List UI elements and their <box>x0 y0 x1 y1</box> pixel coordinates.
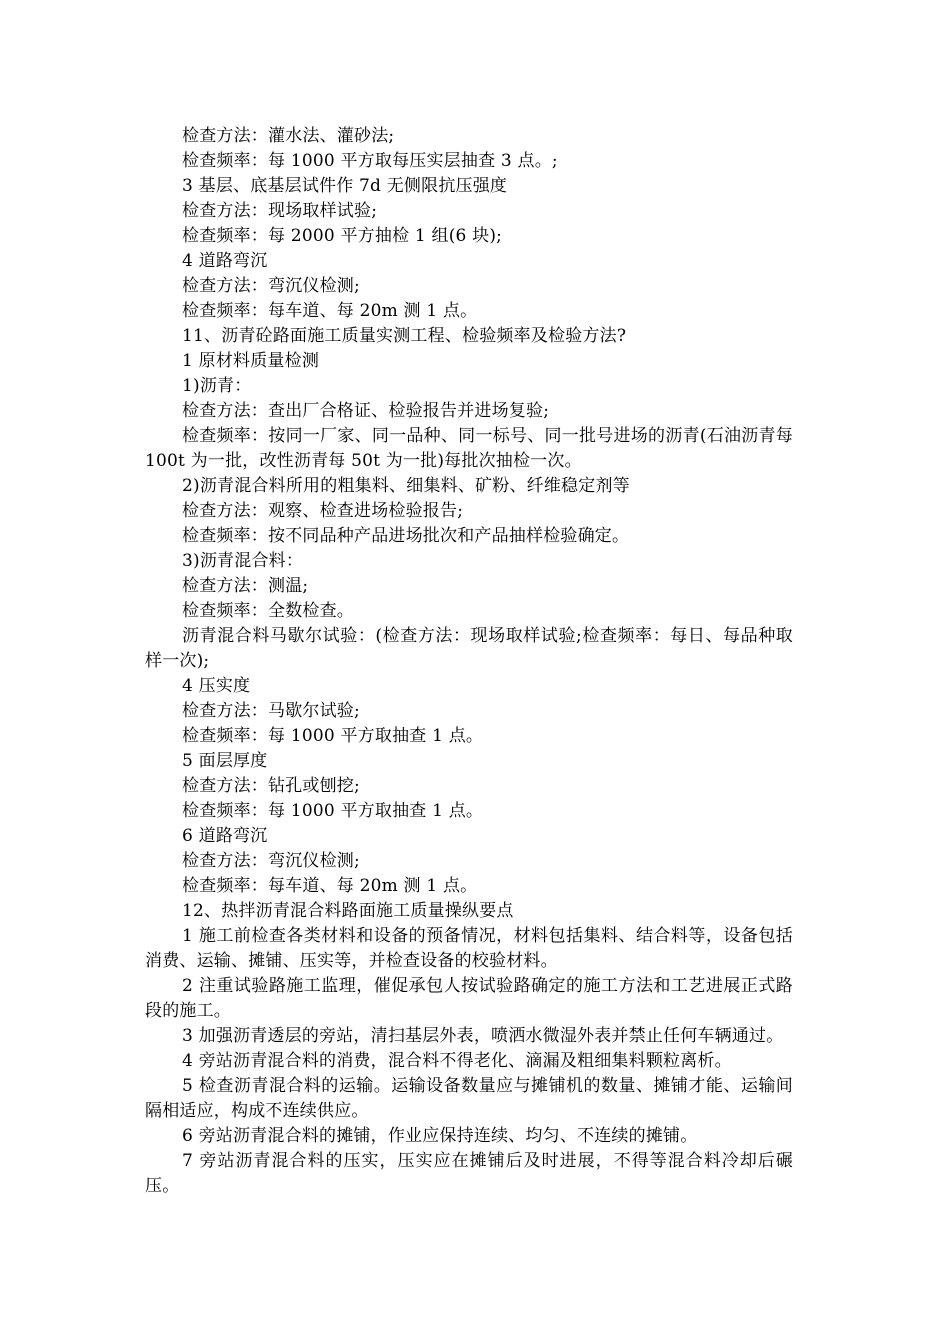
paragraph: 检查频率：每 1000 平方取抽查 1 点。 <box>182 801 484 821</box>
paragraph: 检查方法：钻孔或刨挖; <box>182 776 360 796</box>
paragraph: 检查频率：每车道、每 20m 测 1 点。 <box>182 876 478 896</box>
question-heading: 11、沥青砼路面施工质量实测工程、检验频率及检验方法? <box>182 326 627 346</box>
paragraph: 沥青混合料马歇尔试验：(检查方法：现场取样试验;检查频率：每日、每品种取样一次); <box>145 626 793 671</box>
paragraph: 检查频率：按同一厂家、同一品种、同一标号、同一批号进场的沥青(石油沥青每 100t 为一批，改性沥青每 50t 为一批)每批次抽检一次。 <box>145 426 793 471</box>
paragraph: 检查频率：每 2000 平方抽检 1 组(6 块); <box>182 226 503 246</box>
paragraph: 检查方法：灌水法、灌砂法; <box>182 126 395 146</box>
paragraph: 检查频率：每 1000 平方取每压实层抽查 3 点。; <box>182 151 558 171</box>
paragraph: 3 加强沥青透层的旁站，清扫基层外表，喷洒水微湿外表并禁止任何车辆通过。 <box>182 1026 784 1046</box>
paragraph: 1 施工前检查各类材料和设备的预备情况，材料包括集料、结合料等，设备包括消费、运输、摊铺、压实等，并检查设备的校验材料。 <box>145 926 793 971</box>
paragraph: 6 旁站沥青混合料的摊铺，作业应保持连续、均匀、不连续的摊铺。 <box>182 1126 698 1146</box>
paragraph: 检查方法：弯沉仪检测; <box>182 851 360 871</box>
question-heading: 12、热拌沥青混合料路面施工质量操纵要点 <box>182 901 514 921</box>
document-body <box>145 124 793 1199</box>
paragraph: 2 注重试验路施工监理，催促承包人按试验路确定的施工方法和工艺进展正式路段的施工。 <box>145 976 793 1021</box>
paragraph: 5 检查沥青混合料的运输。运输设备数量应与摊铺机的数量、摊铺才能、运输间隔相适应，构成不连续供应。 <box>145 1076 793 1121</box>
section-heading: 4 压实度 <box>182 676 251 696</box>
paragraph: 4 旁站沥青混合料的消费，混合料不得老化、滴漏及粗细集料颗粒离析。 <box>182 1051 732 1071</box>
paragraph: 检查频率：每车道、每 20m 测 1 点。 <box>182 301 478 321</box>
paragraph: 检查频率：每 1000 平方取抽查 1 点。 <box>182 726 484 746</box>
subsection-heading: 2)沥青混合料所用的粗集料、细集料、矿粉、纤维稳定剂等 <box>182 476 630 496</box>
section-heading: 5 面层厚度 <box>182 751 268 771</box>
paragraph: 检查方法：弯沉仪检测; <box>182 276 360 296</box>
paragraph: 检查频率：全数检查。 <box>182 601 354 621</box>
paragraph: 检查方法：观察、检查进场检验报告; <box>182 501 464 521</box>
subsection-heading: 3)沥青混合料： <box>182 551 304 571</box>
section-heading: 6 道路弯沉 <box>182 826 268 846</box>
paragraph: 7 旁站沥青混合料的压实，压实应在摊铺后及时进展，不得等混合料冷却后碾压。 <box>145 1151 793 1196</box>
paragraph: 检查方法：现场取样试验; <box>182 201 378 221</box>
paragraph: 检查方法：马歇尔试验; <box>182 701 360 721</box>
paragraph: 3 基层、底基层试件作 7d 无侧限抗压强度 <box>182 176 508 196</box>
paragraph: 检查方法：查出厂合格证、检验报告并进场复验; <box>182 401 550 421</box>
paragraph: 检查频率：按不同品种产品进场批次和产品抽样检验确定。 <box>182 526 630 546</box>
section-heading: 4 道路弯沉 <box>182 251 268 271</box>
subsection-heading: 1)沥青： <box>182 376 252 396</box>
paragraph: 检查方法：测温; <box>182 576 309 596</box>
section-heading: 1 原材料质量检测 <box>182 351 320 371</box>
